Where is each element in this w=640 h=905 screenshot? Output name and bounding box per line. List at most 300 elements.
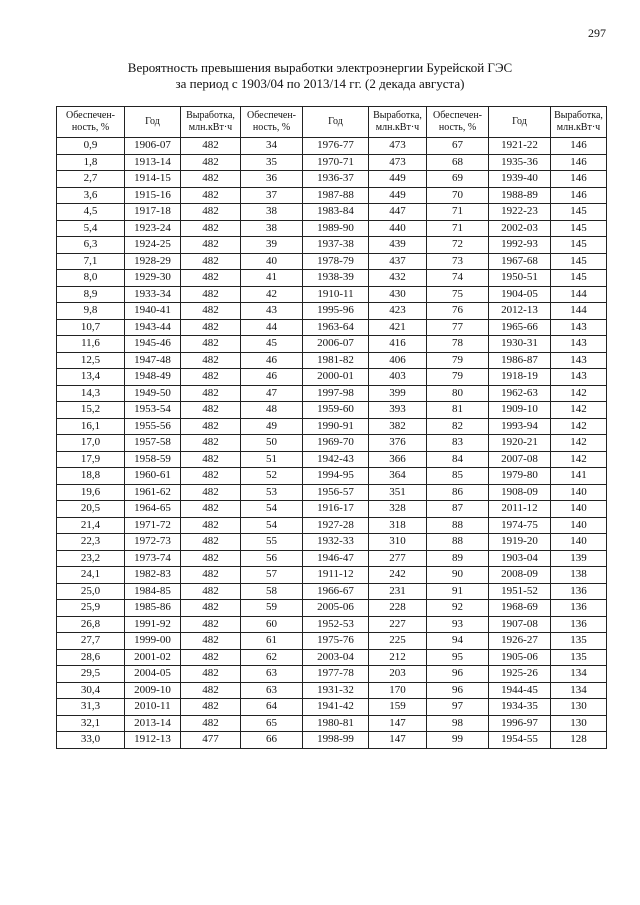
output-cell: 231 (369, 583, 427, 600)
output-cell: 143 (551, 369, 607, 386)
probability-cell: 51 (241, 451, 303, 468)
output-cell: 140 (551, 501, 607, 518)
probability-cell: 98 (427, 715, 489, 732)
probability-cell: 71 (427, 204, 489, 221)
year-cell: 1987-88 (303, 187, 369, 204)
table-row (57, 484, 607, 501)
year-cell: 1975-76 (303, 633, 369, 650)
output-cell: 136 (551, 600, 607, 617)
probability-cell: 40 (241, 253, 303, 270)
probability-cell: 52 (241, 468, 303, 485)
probability-cell: 21,4 (57, 517, 125, 534)
header-output: Выработка, млн.кВт·ч (181, 107, 241, 138)
table-header-row (57, 107, 607, 138)
year-cell: 1944-45 (489, 682, 551, 699)
probability-cell: 1,8 (57, 154, 125, 171)
year-cell: 1933-34 (125, 286, 181, 303)
year-cell: 1945-46 (125, 336, 181, 353)
probability-cell: 33,0 (57, 732, 125, 749)
output-cell: 146 (551, 187, 607, 204)
output-cell: 482 (181, 237, 241, 254)
year-cell: 1930-31 (489, 336, 551, 353)
output-cell: 142 (551, 418, 607, 435)
year-cell: 1968-69 (489, 600, 551, 617)
table-row (57, 616, 607, 633)
output-cell: 482 (181, 418, 241, 435)
document-title (0, 60, 640, 92)
probability-cell: 3,6 (57, 187, 125, 204)
output-cell: 159 (369, 699, 427, 716)
output-cell: 482 (181, 303, 241, 320)
output-cell: 310 (369, 534, 427, 551)
table-row (57, 220, 607, 237)
probability-cell: 7,1 (57, 253, 125, 270)
probability-cell: 74 (427, 270, 489, 287)
output-cell: 225 (369, 633, 427, 650)
probability-cell: 75 (427, 286, 489, 303)
probability-cell: 55 (241, 534, 303, 551)
table-row (57, 253, 607, 270)
output-cell: 212 (369, 649, 427, 666)
table-row (57, 501, 607, 518)
year-cell: 1962-63 (489, 385, 551, 402)
output-cell: 482 (181, 583, 241, 600)
output-cell: 140 (551, 534, 607, 551)
probability-cell: 64 (241, 699, 303, 716)
year-cell: 1972-73 (125, 534, 181, 551)
output-cell: 242 (369, 567, 427, 584)
output-cell: 145 (551, 237, 607, 254)
probability-cell: 63 (241, 666, 303, 683)
output-cell: 145 (551, 253, 607, 270)
year-cell: 1925-26 (489, 666, 551, 683)
output-cell: 142 (551, 451, 607, 468)
probability-cell: 36 (241, 171, 303, 188)
year-cell: 1948-49 (125, 369, 181, 386)
year-cell: 1953-54 (125, 402, 181, 419)
year-cell: 1922-23 (489, 204, 551, 221)
output-cell: 328 (369, 501, 427, 518)
table-row (57, 303, 607, 320)
output-cell: 144 (551, 303, 607, 320)
year-cell: 1995-96 (303, 303, 369, 320)
year-cell: 2004-05 (125, 666, 181, 683)
output-cell: 406 (369, 352, 427, 369)
output-cell: 142 (551, 385, 607, 402)
output-cell: 482 (181, 534, 241, 551)
probability-table (56, 106, 607, 749)
probability-cell: 82 (427, 418, 489, 435)
year-cell: 1919-20 (489, 534, 551, 551)
year-cell: 2006-07 (303, 336, 369, 353)
table-row (57, 336, 607, 353)
year-cell: 1918-19 (489, 369, 551, 386)
probability-cell: 11,6 (57, 336, 125, 353)
output-cell: 147 (369, 715, 427, 732)
probability-cell: 44 (241, 319, 303, 336)
probability-cell: 83 (427, 435, 489, 452)
output-cell: 318 (369, 517, 427, 534)
output-cell: 482 (181, 336, 241, 353)
year-cell: 1990-91 (303, 418, 369, 435)
probability-cell: 81 (427, 402, 489, 419)
output-cell: 482 (181, 286, 241, 303)
probability-cell: 31,3 (57, 699, 125, 716)
year-cell: 1993-94 (489, 418, 551, 435)
output-cell: 482 (181, 649, 241, 666)
output-cell: 138 (551, 567, 607, 584)
output-cell: 482 (181, 385, 241, 402)
output-cell: 135 (551, 649, 607, 666)
year-cell: 1924-25 (125, 237, 181, 254)
year-cell: 2001-02 (125, 649, 181, 666)
probability-cell: 88 (427, 517, 489, 534)
table-row (57, 138, 607, 155)
output-cell: 440 (369, 220, 427, 237)
output-cell: 439 (369, 237, 427, 254)
output-cell: 145 (551, 204, 607, 221)
year-cell: 1936-37 (303, 171, 369, 188)
output-cell: 477 (181, 732, 241, 749)
output-cell: 139 (551, 550, 607, 567)
output-cell: 482 (181, 550, 241, 567)
probability-cell: 27,7 (57, 633, 125, 650)
probability-cell: 17,0 (57, 435, 125, 452)
year-cell: 2009-10 (125, 682, 181, 699)
output-cell: 482 (181, 666, 241, 683)
probability-cell: 58 (241, 583, 303, 600)
probability-cell: 39 (241, 237, 303, 254)
table-row (57, 435, 607, 452)
table-row (57, 583, 607, 600)
probability-cell: 45 (241, 336, 303, 353)
table-row (57, 600, 607, 617)
year-cell: 1973-74 (125, 550, 181, 567)
year-cell: 1940-41 (125, 303, 181, 320)
header-probability: Обеспечен-ность, % (427, 107, 489, 138)
output-cell: 142 (551, 402, 607, 419)
output-cell: 447 (369, 204, 427, 221)
year-cell: 1966-67 (303, 583, 369, 600)
table-row (57, 517, 607, 534)
probability-cell: 9,8 (57, 303, 125, 320)
probability-cell: 89 (427, 550, 489, 567)
probability-cell: 79 (427, 369, 489, 386)
probability-cell: 97 (427, 699, 489, 716)
output-cell: 403 (369, 369, 427, 386)
year-cell: 1994-95 (303, 468, 369, 485)
table-row (57, 534, 607, 551)
output-cell: 482 (181, 616, 241, 633)
probability-cell: 61 (241, 633, 303, 650)
year-cell: 1960-61 (125, 468, 181, 485)
probability-cell: 16,1 (57, 418, 125, 435)
output-cell: 382 (369, 418, 427, 435)
probability-cell: 38 (241, 204, 303, 221)
year-cell: 1946-47 (303, 550, 369, 567)
year-cell: 1992-93 (489, 237, 551, 254)
output-cell: 147 (369, 732, 427, 749)
year-cell: 1963-64 (303, 319, 369, 336)
year-cell: 1916-17 (303, 501, 369, 518)
year-cell: 1942-43 (303, 451, 369, 468)
year-cell: 2008-09 (489, 567, 551, 584)
table-row (57, 468, 607, 485)
output-cell: 482 (181, 138, 241, 155)
year-cell: 1950-51 (489, 270, 551, 287)
probability-cell: 95 (427, 649, 489, 666)
probability-cell: 85 (427, 468, 489, 485)
output-cell: 482 (181, 682, 241, 699)
output-cell: 227 (369, 616, 427, 633)
year-cell: 1974-75 (489, 517, 551, 534)
output-cell: 146 (551, 171, 607, 188)
year-cell: 1983-84 (303, 204, 369, 221)
probability-cell: 96 (427, 682, 489, 699)
output-cell: 482 (181, 699, 241, 716)
probability-cell: 0,9 (57, 138, 125, 155)
year-cell: 1979-80 (489, 468, 551, 485)
output-cell: 482 (181, 468, 241, 485)
year-cell: 2002-03 (489, 220, 551, 237)
output-cell: 203 (369, 666, 427, 683)
probability-cell: 73 (427, 253, 489, 270)
probability-cell: 42 (241, 286, 303, 303)
table-row (57, 666, 607, 683)
year-cell: 1967-68 (489, 253, 551, 270)
output-cell: 134 (551, 666, 607, 683)
output-cell: 146 (551, 154, 607, 171)
year-cell: 2000-01 (303, 369, 369, 386)
probability-cell: 93 (427, 616, 489, 633)
probability-cell: 79 (427, 352, 489, 369)
probability-cell: 18,8 (57, 468, 125, 485)
year-cell: 1943-44 (125, 319, 181, 336)
year-cell: 1908-09 (489, 484, 551, 501)
output-cell: 482 (181, 187, 241, 204)
year-cell: 1984-85 (125, 583, 181, 600)
year-cell: 1923-24 (125, 220, 181, 237)
probability-cell: 46 (241, 352, 303, 369)
year-cell: 1980-81 (303, 715, 369, 732)
output-cell: 140 (551, 484, 607, 501)
output-cell: 351 (369, 484, 427, 501)
year-cell: 1939-40 (489, 171, 551, 188)
year-cell: 1971-72 (125, 517, 181, 534)
year-cell: 1927-28 (303, 517, 369, 534)
probability-cell: 2,7 (57, 171, 125, 188)
probability-cell: 24,1 (57, 567, 125, 584)
table-row (57, 187, 607, 204)
year-cell: 2007-08 (489, 451, 551, 468)
probability-cell: 5,4 (57, 220, 125, 237)
output-cell: 416 (369, 336, 427, 353)
probability-cell: 29,5 (57, 666, 125, 683)
output-cell: 136 (551, 583, 607, 600)
output-cell: 140 (551, 517, 607, 534)
year-cell: 1989-90 (303, 220, 369, 237)
probability-cell: 37 (241, 187, 303, 204)
probability-cell: 70 (427, 187, 489, 204)
probability-cell: 71 (427, 220, 489, 237)
year-cell: 1906-07 (125, 138, 181, 155)
output-cell: 482 (181, 402, 241, 419)
probability-cell: 30,4 (57, 682, 125, 699)
output-cell: 376 (369, 435, 427, 452)
output-cell: 423 (369, 303, 427, 320)
year-cell: 1957-58 (125, 435, 181, 452)
table-row (57, 732, 607, 749)
table-row (57, 550, 607, 567)
output-cell: 482 (181, 154, 241, 171)
table-row (57, 402, 607, 419)
probability-cell: 25,0 (57, 583, 125, 600)
year-cell: 1920-21 (489, 435, 551, 452)
year-cell: 1964-65 (125, 501, 181, 518)
year-cell: 1928-29 (125, 253, 181, 270)
table-row (57, 286, 607, 303)
probability-cell: 86 (427, 484, 489, 501)
output-cell: 482 (181, 352, 241, 369)
probability-cell: 87 (427, 501, 489, 518)
year-cell: 1941-42 (303, 699, 369, 716)
probability-cell: 34 (241, 138, 303, 155)
year-cell: 1978-79 (303, 253, 369, 270)
output-cell: 482 (181, 451, 241, 468)
table-row (57, 682, 607, 699)
year-cell: 1982-83 (125, 567, 181, 584)
year-cell: 1965-66 (489, 319, 551, 336)
probability-cell: 78 (427, 336, 489, 353)
output-cell: 277 (369, 550, 427, 567)
year-cell: 1921-22 (489, 138, 551, 155)
probability-cell: 20,5 (57, 501, 125, 518)
output-cell: 130 (551, 699, 607, 716)
output-cell: 141 (551, 468, 607, 485)
table-row (57, 451, 607, 468)
probability-cell: 35 (241, 154, 303, 171)
output-cell: 482 (181, 369, 241, 386)
output-cell: 399 (369, 385, 427, 402)
table-row (57, 352, 607, 369)
output-cell: 482 (181, 270, 241, 287)
year-cell: 1961-62 (125, 484, 181, 501)
probability-cell: 41 (241, 270, 303, 287)
output-cell: 144 (551, 286, 607, 303)
table-row (57, 154, 607, 171)
probability-cell: 8,0 (57, 270, 125, 287)
probability-cell: 14,3 (57, 385, 125, 402)
year-cell: 1985-86 (125, 600, 181, 617)
probability-cell: 6,3 (57, 237, 125, 254)
year-cell: 1958-59 (125, 451, 181, 468)
table-row (57, 204, 607, 221)
probability-cell: 32,1 (57, 715, 125, 732)
probability-cell: 23,2 (57, 550, 125, 567)
probability-cell: 48 (241, 402, 303, 419)
output-cell: 482 (181, 319, 241, 336)
output-cell: 128 (551, 732, 607, 749)
probability-cell: 65 (241, 715, 303, 732)
probability-cell: 90 (427, 567, 489, 584)
year-cell: 1999-00 (125, 633, 181, 650)
output-cell: 143 (551, 336, 607, 353)
probability-cell: 17,9 (57, 451, 125, 468)
probability-cell: 88 (427, 534, 489, 551)
output-cell: 135 (551, 633, 607, 650)
probability-cell: 94 (427, 633, 489, 650)
header-output: Выработка, млн.кВт·ч (369, 107, 427, 138)
year-cell: 1935-36 (489, 154, 551, 171)
probability-cell: 25,9 (57, 600, 125, 617)
year-cell: 1988-89 (489, 187, 551, 204)
output-cell: 482 (181, 204, 241, 221)
probability-cell: 53 (241, 484, 303, 501)
probability-cell: 72 (427, 237, 489, 254)
probability-cell: 96 (427, 666, 489, 683)
year-cell: 1907-08 (489, 616, 551, 633)
probability-cell: 57 (241, 567, 303, 584)
probability-cell: 8,9 (57, 286, 125, 303)
year-cell: 1905-06 (489, 649, 551, 666)
output-cell: 143 (551, 319, 607, 336)
probability-cell: 50 (241, 435, 303, 452)
year-cell: 1903-04 (489, 550, 551, 567)
output-cell: 473 (369, 154, 427, 171)
output-cell: 170 (369, 682, 427, 699)
table-row (57, 171, 607, 188)
year-cell: 1952-53 (303, 616, 369, 633)
probability-cell: 99 (427, 732, 489, 749)
year-cell: 2010-11 (125, 699, 181, 716)
probability-cell: 28,6 (57, 649, 125, 666)
probability-cell: 91 (427, 583, 489, 600)
year-cell: 1910-11 (303, 286, 369, 303)
output-cell: 142 (551, 435, 607, 452)
title-line-2: за период с 1903/04 по 2013/14 гг. (2 декада августа) (175, 76, 465, 91)
probability-cell: 56 (241, 550, 303, 567)
table-row (57, 270, 607, 287)
probability-cell: 92 (427, 600, 489, 617)
year-cell: 1909-10 (489, 402, 551, 419)
year-cell: 1904-05 (489, 286, 551, 303)
output-cell: 134 (551, 682, 607, 699)
probability-cell: 15,2 (57, 402, 125, 419)
output-cell: 449 (369, 187, 427, 204)
output-cell: 143 (551, 352, 607, 369)
probability-cell: 68 (427, 154, 489, 171)
output-cell: 482 (181, 633, 241, 650)
output-cell: 482 (181, 435, 241, 452)
table-row (57, 699, 607, 716)
year-cell: 1986-87 (489, 352, 551, 369)
header-output: Выработка, млн.кВт·ч (551, 107, 607, 138)
year-cell: 1970-71 (303, 154, 369, 171)
title-line-1: Вероятность превышения выработки электроэнергии Бурейской ГЭС (127, 60, 513, 75)
table-row (57, 418, 607, 435)
probability-cell: 10,7 (57, 319, 125, 336)
year-cell: 1991-92 (125, 616, 181, 633)
probability-cell: 84 (427, 451, 489, 468)
probability-cell: 80 (427, 385, 489, 402)
year-cell: 1959-60 (303, 402, 369, 419)
table-row (57, 567, 607, 584)
probability-cell: 19,6 (57, 484, 125, 501)
output-cell: 482 (181, 484, 241, 501)
year-cell: 1955-56 (125, 418, 181, 435)
output-cell: 364 (369, 468, 427, 485)
probability-cell: 43 (241, 303, 303, 320)
